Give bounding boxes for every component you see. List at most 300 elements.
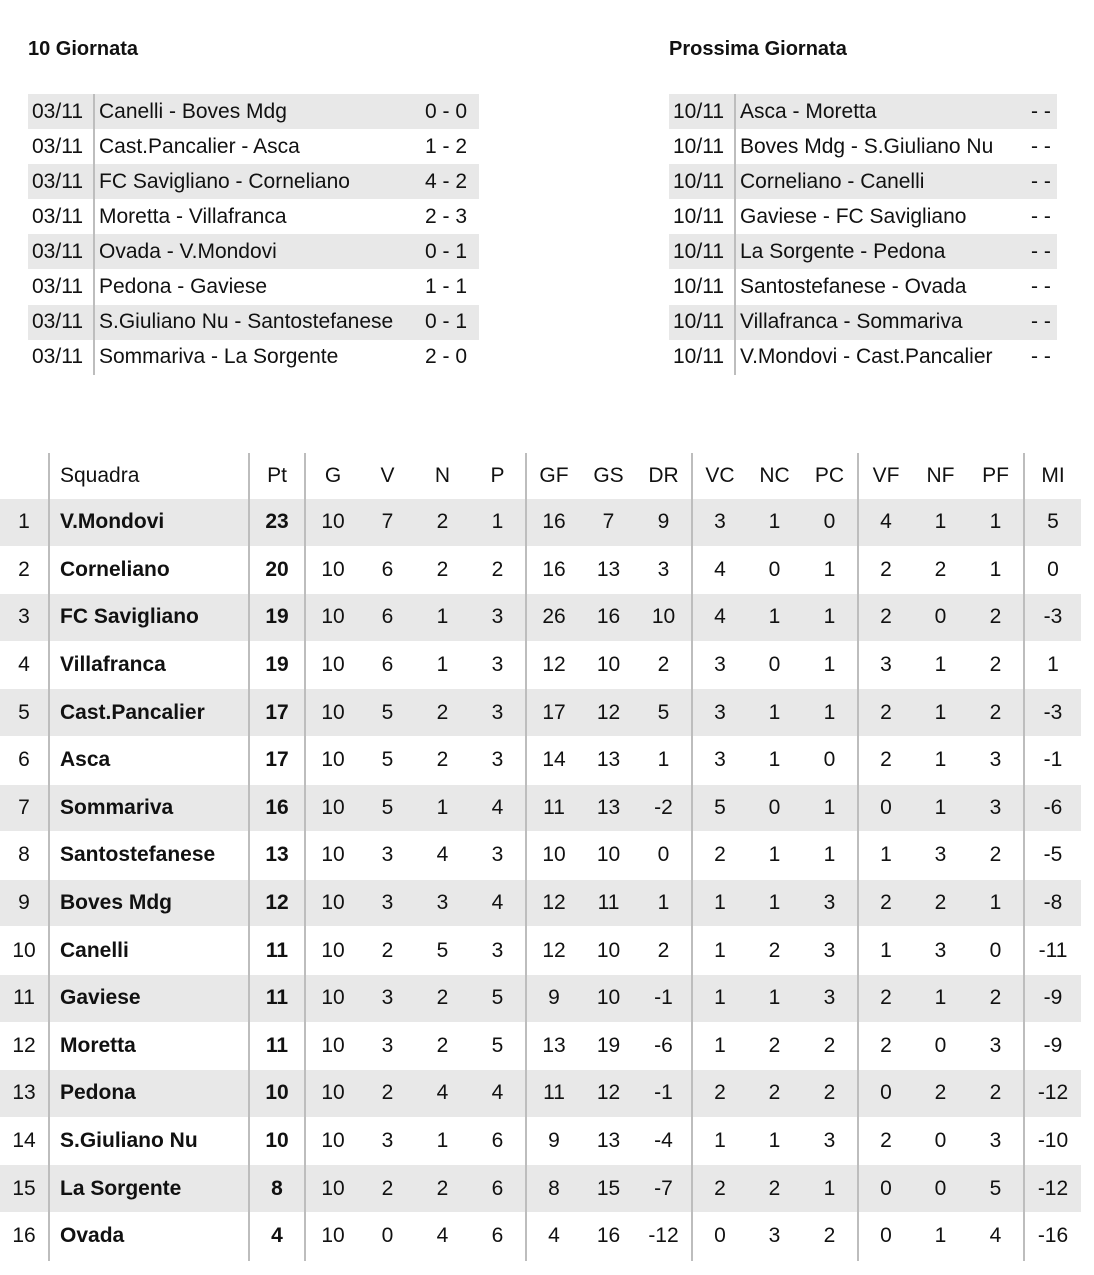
match-score: - -: [1031, 134, 1051, 158]
cell-mi: -1: [1024, 736, 1081, 784]
cell-gs: 10: [581, 832, 636, 880]
cell-gf: 11: [526, 1070, 581, 1118]
cell-vc: 3: [692, 736, 747, 784]
cell-pt: 8: [249, 1165, 305, 1213]
cell-dr: -2: [636, 784, 692, 832]
cell-mi: -5: [1024, 832, 1081, 880]
match-row: [28, 269, 479, 304]
standings-row: [0, 736, 1081, 784]
match-score: 0 - 0: [421, 94, 479, 129]
cell-nf: 2: [913, 879, 968, 927]
match-teams: Gaviese - FC Savigliano: [740, 204, 967, 228]
standings-row: [0, 879, 1081, 927]
cell-gf: 9: [526, 1117, 581, 1165]
standings-row: [0, 927, 1081, 975]
cell-p: 3: [470, 689, 526, 737]
cell-pos: 5: [0, 689, 49, 737]
cell-n: 2: [415, 736, 470, 784]
results-table: [28, 94, 480, 375]
match-date: 03/11: [28, 234, 94, 269]
cell-team: Gaviese: [49, 974, 249, 1022]
cell-vf: 2: [858, 689, 913, 737]
cell-pt: 17: [249, 736, 305, 784]
cell-gf: 26: [526, 594, 581, 642]
cell-pf: 3: [968, 1117, 1024, 1165]
results-title: 10 Giornata: [28, 38, 139, 60]
cell-n: 4: [415, 832, 470, 880]
cell-gs: 11: [581, 879, 636, 927]
cell-pt: 17: [249, 689, 305, 737]
cell-v: 3: [360, 1022, 415, 1070]
cell-nc: 0: [747, 546, 802, 594]
cell-pf: 5: [968, 1165, 1024, 1213]
cell-mi: -6: [1024, 784, 1081, 832]
match-row: [28, 340, 479, 375]
cell-team: Canelli: [49, 927, 249, 975]
cell-gf: 12: [526, 927, 581, 975]
cell-vc: 1: [692, 927, 747, 975]
cell-nc: 2: [747, 927, 802, 975]
match-score: 0 - 1: [421, 305, 479, 340]
match-teams: Corneliano - Canelli: [735, 164, 1027, 199]
next-round-title: Prossima Giornata: [669, 38, 847, 60]
cell-p: 1: [470, 499, 526, 546]
standings-row: [0, 832, 1081, 880]
cell-team: S.Giuliano Nu: [49, 1117, 249, 1165]
cell-vf: 2: [858, 546, 913, 594]
match-score: 4 - 2: [421, 164, 479, 199]
cell-pt: 13: [249, 832, 305, 880]
cell-team: Santostefanese: [49, 832, 249, 880]
cell-vc: 3: [692, 689, 747, 737]
cell-pos: 8: [0, 832, 49, 880]
match-row: [28, 94, 479, 129]
cell-pf: 2: [968, 1070, 1024, 1118]
match-row: [28, 234, 479, 269]
cell-n: 1: [415, 784, 470, 832]
cell-g: 10: [305, 594, 360, 642]
cell-gf: 9: [526, 974, 581, 1022]
cell-vc: 5: [692, 784, 747, 832]
cell-gs: 19: [581, 1022, 636, 1070]
cell-pf: 1: [968, 499, 1024, 546]
cell-pt: 11: [249, 974, 305, 1022]
cell-pf: 3: [968, 736, 1024, 784]
cell-mi: -11: [1024, 927, 1081, 975]
cell-pos: 11: [0, 974, 49, 1022]
cell-team: Ovada: [49, 1212, 249, 1260]
match-teams: Sommariva - La Sorgente: [99, 345, 339, 369]
cell-pf: 4: [968, 1212, 1024, 1260]
match-date: 10/11: [669, 164, 735, 199]
match-teams: Canelli - Boves Mdg: [94, 94, 421, 129]
cell-pos: 15: [0, 1165, 49, 1213]
cell-p: 5: [470, 974, 526, 1022]
cell-n: 2: [415, 974, 470, 1022]
match-row: [28, 305, 479, 340]
cell-nc: 1: [747, 689, 802, 737]
header-gf: GF: [539, 464, 569, 487]
match-date: 10/11: [669, 129, 735, 164]
cell-vf: 2: [858, 974, 913, 1022]
cell-dr: 10: [636, 594, 692, 642]
cell-vf: 3: [858, 641, 913, 689]
cell-gs: 7: [581, 499, 636, 546]
cell-nf: 0: [913, 1022, 968, 1070]
match-teams: Pedona - Gaviese: [99, 275, 268, 299]
cell-pos: 6: [0, 736, 49, 784]
cell-pc: 1: [802, 784, 858, 832]
match-row: [669, 94, 1057, 129]
cell-pos: 2: [0, 546, 49, 594]
match-date: 10/11: [669, 340, 735, 375]
cell-nf: 0: [913, 1165, 968, 1213]
cell-nc: 0: [747, 641, 802, 689]
cell-g: 10: [305, 784, 360, 832]
standings-row: [0, 689, 1081, 737]
cell-nc: 1: [747, 832, 802, 880]
header-team: Squadra: [49, 453, 249, 499]
cell-v: 0: [360, 1212, 415, 1260]
header-p: P: [470, 453, 526, 499]
match-date: 03/11: [28, 94, 94, 129]
cell-vf: 1: [858, 927, 913, 975]
cell-pt: 11: [249, 927, 305, 975]
cell-team: Cast.Pancalier: [49, 689, 249, 737]
cell-gs: 13: [581, 1117, 636, 1165]
cell-gs: 16: [581, 1212, 636, 1260]
match-row: [669, 340, 1057, 375]
cell-pos: 10: [0, 927, 49, 975]
match-teams: Ovada - V.Mondovi: [94, 234, 421, 269]
match-teams: Cast.Pancalier - Asca: [99, 134, 300, 158]
cell-pos: 14: [0, 1117, 49, 1165]
cell-pc: 0: [802, 499, 858, 546]
standings-row: [0, 594, 1081, 642]
cell-nf: 0: [913, 594, 968, 642]
cell-p: 5: [470, 1022, 526, 1070]
cell-gs: 10: [581, 641, 636, 689]
cell-pf: 2: [968, 641, 1024, 689]
cell-n: 2: [415, 1022, 470, 1070]
cell-team: La Sorgente: [49, 1165, 249, 1213]
cell-vc: 3: [692, 499, 747, 546]
cell-gf: 12: [526, 641, 581, 689]
cell-p: 3: [470, 594, 526, 642]
cell-pt: 10: [249, 1117, 305, 1165]
cell-pos: 12: [0, 1022, 49, 1070]
cell-pos: 1: [0, 499, 49, 546]
cell-g: 10: [305, 974, 360, 1022]
match-date: 03/11: [28, 305, 94, 340]
cell-vf: 4: [858, 499, 913, 546]
cell-pf: 2: [968, 594, 1024, 642]
cell-pc: 0: [802, 736, 858, 784]
cell-gf: 16: [526, 499, 581, 546]
cell-pc: 2: [802, 1070, 858, 1118]
cell-pc: 1: [802, 689, 858, 737]
cell-nc: 1: [747, 1117, 802, 1165]
cell-n: 2: [415, 499, 470, 546]
cell-dr: 9: [636, 499, 692, 546]
cell-p: 6: [470, 1117, 526, 1165]
match-row: [669, 269, 1057, 304]
cell-pt: 12: [249, 879, 305, 927]
cell-vf: 2: [858, 879, 913, 927]
cell-pc: 1: [802, 832, 858, 880]
match-row: [669, 199, 1057, 234]
cell-gs: 12: [581, 689, 636, 737]
cell-mi: -12: [1024, 1070, 1081, 1118]
match-score: - -: [1027, 305, 1057, 340]
cell-n: 4: [415, 1070, 470, 1118]
cell-pt: 11: [249, 1022, 305, 1070]
match-date: 10/11: [669, 234, 735, 269]
cell-pc: 3: [802, 1117, 858, 1165]
match-row: [669, 305, 1057, 340]
cell-v: 6: [360, 594, 415, 642]
cell-team: V.Mondovi: [49, 499, 249, 546]
cell-vf: 2: [858, 1117, 913, 1165]
cell-vc: 1: [692, 879, 747, 927]
match-row: [28, 199, 479, 234]
cell-mi: -9: [1024, 1022, 1081, 1070]
cell-dr: 2: [636, 927, 692, 975]
cell-pf: 2: [968, 974, 1024, 1022]
cell-gf: 16: [526, 546, 581, 594]
cell-g: 10: [305, 1022, 360, 1070]
cell-gs: 12: [581, 1070, 636, 1118]
cell-vf: 2: [858, 736, 913, 784]
header-vf: VF: [872, 464, 900, 487]
cell-pf: 3: [968, 1022, 1024, 1070]
cell-pf: 0: [968, 927, 1024, 975]
cell-pc: 2: [802, 1022, 858, 1070]
cell-p: 3: [470, 927, 526, 975]
cell-team: Pedona: [49, 1070, 249, 1118]
cell-gf: 8: [526, 1165, 581, 1213]
match-score: 1 - 1: [425, 275, 468, 299]
match-score: 1 - 2: [425, 134, 468, 158]
cell-pos: 4: [0, 641, 49, 689]
cell-v: 2: [360, 927, 415, 975]
cell-nf: 2: [913, 1070, 968, 1118]
cell-gs: 10: [581, 974, 636, 1022]
cell-v: 5: [360, 736, 415, 784]
cell-dr: 2: [636, 641, 692, 689]
cell-nf: 1: [913, 784, 968, 832]
cell-p: 3: [470, 641, 526, 689]
cell-gs: 13: [581, 784, 636, 832]
cell-gf: 11: [526, 784, 581, 832]
cell-dr: -7: [636, 1165, 692, 1213]
cell-v: 5: [360, 689, 415, 737]
match-teams: Villafranca - Sommariva: [735, 305, 1027, 340]
cell-v: 3: [360, 832, 415, 880]
cell-mi: 5: [1024, 499, 1081, 546]
cell-team: Sommariva: [49, 784, 249, 832]
cell-team: Villafranca: [49, 641, 249, 689]
cell-mi: -16: [1024, 1212, 1081, 1260]
cell-g: 10: [305, 927, 360, 975]
cell-pc: 1: [802, 1165, 858, 1213]
cell-v: 2: [360, 1070, 415, 1118]
cell-vc: 4: [692, 594, 747, 642]
cell-vc: 1: [692, 1022, 747, 1070]
match-score: - -: [1027, 234, 1057, 269]
cell-g: 10: [305, 499, 360, 546]
cell-nf: 3: [913, 927, 968, 975]
cell-gs: 13: [581, 736, 636, 784]
match-row: [669, 234, 1057, 269]
cell-team: Corneliano: [49, 546, 249, 594]
cell-pt: 19: [249, 641, 305, 689]
cell-team: FC Savigliano: [49, 594, 249, 642]
cell-gs: 10: [581, 927, 636, 975]
cell-n: 3: [415, 879, 470, 927]
cell-gf: 10: [526, 832, 581, 880]
header-pos: [0, 453, 49, 499]
header-vc: VC: [705, 464, 735, 487]
cell-g: 10: [305, 879, 360, 927]
match-score: - -: [1031, 204, 1051, 228]
cell-nc: 1: [747, 499, 802, 546]
match-date: 03/11: [28, 340, 94, 375]
cell-pt: 4: [249, 1212, 305, 1260]
cell-pc: 2: [802, 1212, 858, 1260]
cell-dr: 5: [636, 689, 692, 737]
cell-pc: 1: [802, 546, 858, 594]
match-row: [28, 129, 479, 164]
cell-pc: 3: [802, 974, 858, 1022]
cell-pc: 3: [802, 927, 858, 975]
match-row: [28, 164, 479, 199]
cell-nc: 1: [747, 974, 802, 1022]
cell-nf: 1: [913, 736, 968, 784]
cell-p: 2: [470, 546, 526, 594]
standings-row: [0, 1070, 1081, 1118]
match-score: - -: [1027, 164, 1057, 199]
standings-row: [0, 1212, 1081, 1260]
cell-pc: 1: [802, 641, 858, 689]
cell-gf: 14: [526, 736, 581, 784]
cell-n: 5: [415, 927, 470, 975]
match-score: - -: [1031, 275, 1051, 299]
cell-pf: 2: [968, 832, 1024, 880]
cell-dr: -4: [636, 1117, 692, 1165]
cell-nc: 1: [747, 594, 802, 642]
cell-g: 10: [305, 1117, 360, 1165]
cell-vc: 2: [692, 1165, 747, 1213]
cell-vc: 2: [692, 1070, 747, 1118]
cell-p: 4: [470, 1070, 526, 1118]
cell-dr: -1: [636, 974, 692, 1022]
cell-pos: 9: [0, 879, 49, 927]
cell-gs: 13: [581, 546, 636, 594]
match-row: [669, 129, 1057, 164]
header-pc: PC: [802, 453, 858, 499]
cell-pc: 1: [802, 594, 858, 642]
cell-nf: 1: [913, 974, 968, 1022]
cell-nf: 1: [913, 689, 968, 737]
cell-dr: 1: [636, 879, 692, 927]
cell-pc: 3: [802, 879, 858, 927]
cell-gs: 16: [581, 594, 636, 642]
next-round-table: [669, 94, 1058, 375]
cell-p: 6: [470, 1212, 526, 1260]
cell-v: 3: [360, 879, 415, 927]
cell-mi: -3: [1024, 594, 1081, 642]
match-score: 2 - 0: [425, 345, 468, 369]
match-teams: Boves Mdg - S.Giuliano Nu: [740, 134, 994, 158]
header-nc: NC: [759, 464, 790, 487]
cell-nc: 1: [747, 879, 802, 927]
match-date: 10/11: [669, 305, 735, 340]
cell-pf: 2: [968, 689, 1024, 737]
cell-nc: 2: [747, 1165, 802, 1213]
cell-n: 4: [415, 1212, 470, 1260]
cell-n: 1: [415, 641, 470, 689]
cell-dr: -6: [636, 1022, 692, 1070]
cell-mi: 0: [1024, 546, 1081, 594]
cell-vc: 1: [692, 974, 747, 1022]
match-teams: La Sorgente - Pedona: [735, 234, 1027, 269]
cell-g: 10: [305, 736, 360, 784]
standings-table: [0, 453, 1081, 1261]
standings-header-row: [0, 453, 1081, 499]
cell-p: 4: [470, 879, 526, 927]
cell-n: 2: [415, 689, 470, 737]
cell-pf: 1: [968, 879, 1024, 927]
match-score: - -: [1027, 94, 1057, 129]
header-pt: Pt: [249, 453, 305, 499]
cell-p: 3: [470, 736, 526, 784]
cell-vc: 1: [692, 1117, 747, 1165]
header-pf: PF: [968, 453, 1024, 499]
cell-g: 10: [305, 689, 360, 737]
cell-gf: 4: [526, 1212, 581, 1260]
match-date: 10/11: [669, 269, 735, 304]
cell-mi: -10: [1024, 1117, 1081, 1165]
cell-dr: -1: [636, 1070, 692, 1118]
cell-vf: 0: [858, 1212, 913, 1260]
cell-pf: 3: [968, 784, 1024, 832]
cell-team: Boves Mdg: [49, 879, 249, 927]
header-dr: DR: [636, 453, 692, 499]
cell-gs: 15: [581, 1165, 636, 1213]
cell-v: 7: [360, 499, 415, 546]
standings-row: [0, 499, 1081, 546]
cell-mi: 1: [1024, 641, 1081, 689]
cell-nc: 2: [747, 1070, 802, 1118]
cell-dr: 3: [636, 546, 692, 594]
match-date: 10/11: [669, 199, 735, 234]
cell-g: 10: [305, 546, 360, 594]
match-teams: V.Mondovi - Cast.Pancalier: [740, 345, 993, 369]
match-score: 2 - 3: [425, 204, 468, 228]
match-score: 0 - 1: [421, 234, 479, 269]
cell-vc: 4: [692, 546, 747, 594]
cell-gf: 12: [526, 879, 581, 927]
cell-team: Moretta: [49, 1022, 249, 1070]
match-teams: Santostefanese - Ovada: [740, 275, 967, 299]
cell-pt: 10: [249, 1070, 305, 1118]
match-date: 03/11: [28, 199, 94, 234]
cell-pt: 20: [249, 546, 305, 594]
cell-mi: -8: [1024, 879, 1081, 927]
match-date: 10/11: [669, 94, 735, 129]
cell-vf: 0: [858, 784, 913, 832]
